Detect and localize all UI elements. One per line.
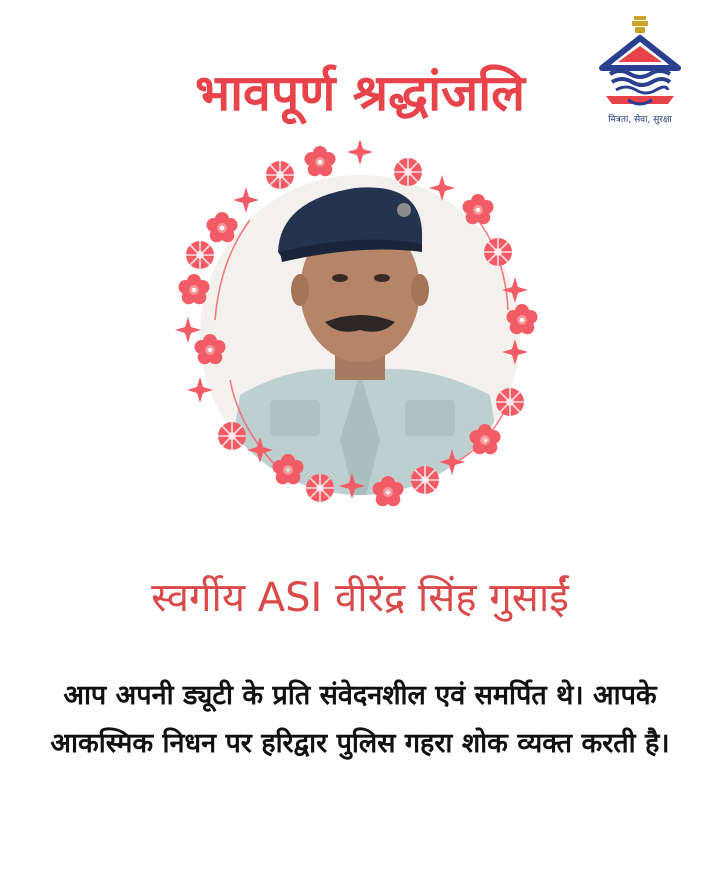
police-logo [588, 12, 692, 132]
deceased-name: स्वर्गीय ASI वीरेंद्र सिंह गुसाईं [151, 575, 569, 621]
memorial-portrait [160, 140, 560, 540]
uttarakhand-police-emblem-icon [588, 12, 692, 112]
condolence-message: आप अपनी ड्यूटी के प्रति संवेदनशील एवं समर्पित थे। आपके आकस्मिक निधन पर हरिद्वार पुलिस गहरा शोक व्यक्त करती है। [50, 680, 670, 759]
logo-motto: मित्रता, सेवा, सुरक्षा [608, 115, 672, 125]
page-title: भावपूर्ण श्रद्धांजलि [194, 64, 526, 122]
